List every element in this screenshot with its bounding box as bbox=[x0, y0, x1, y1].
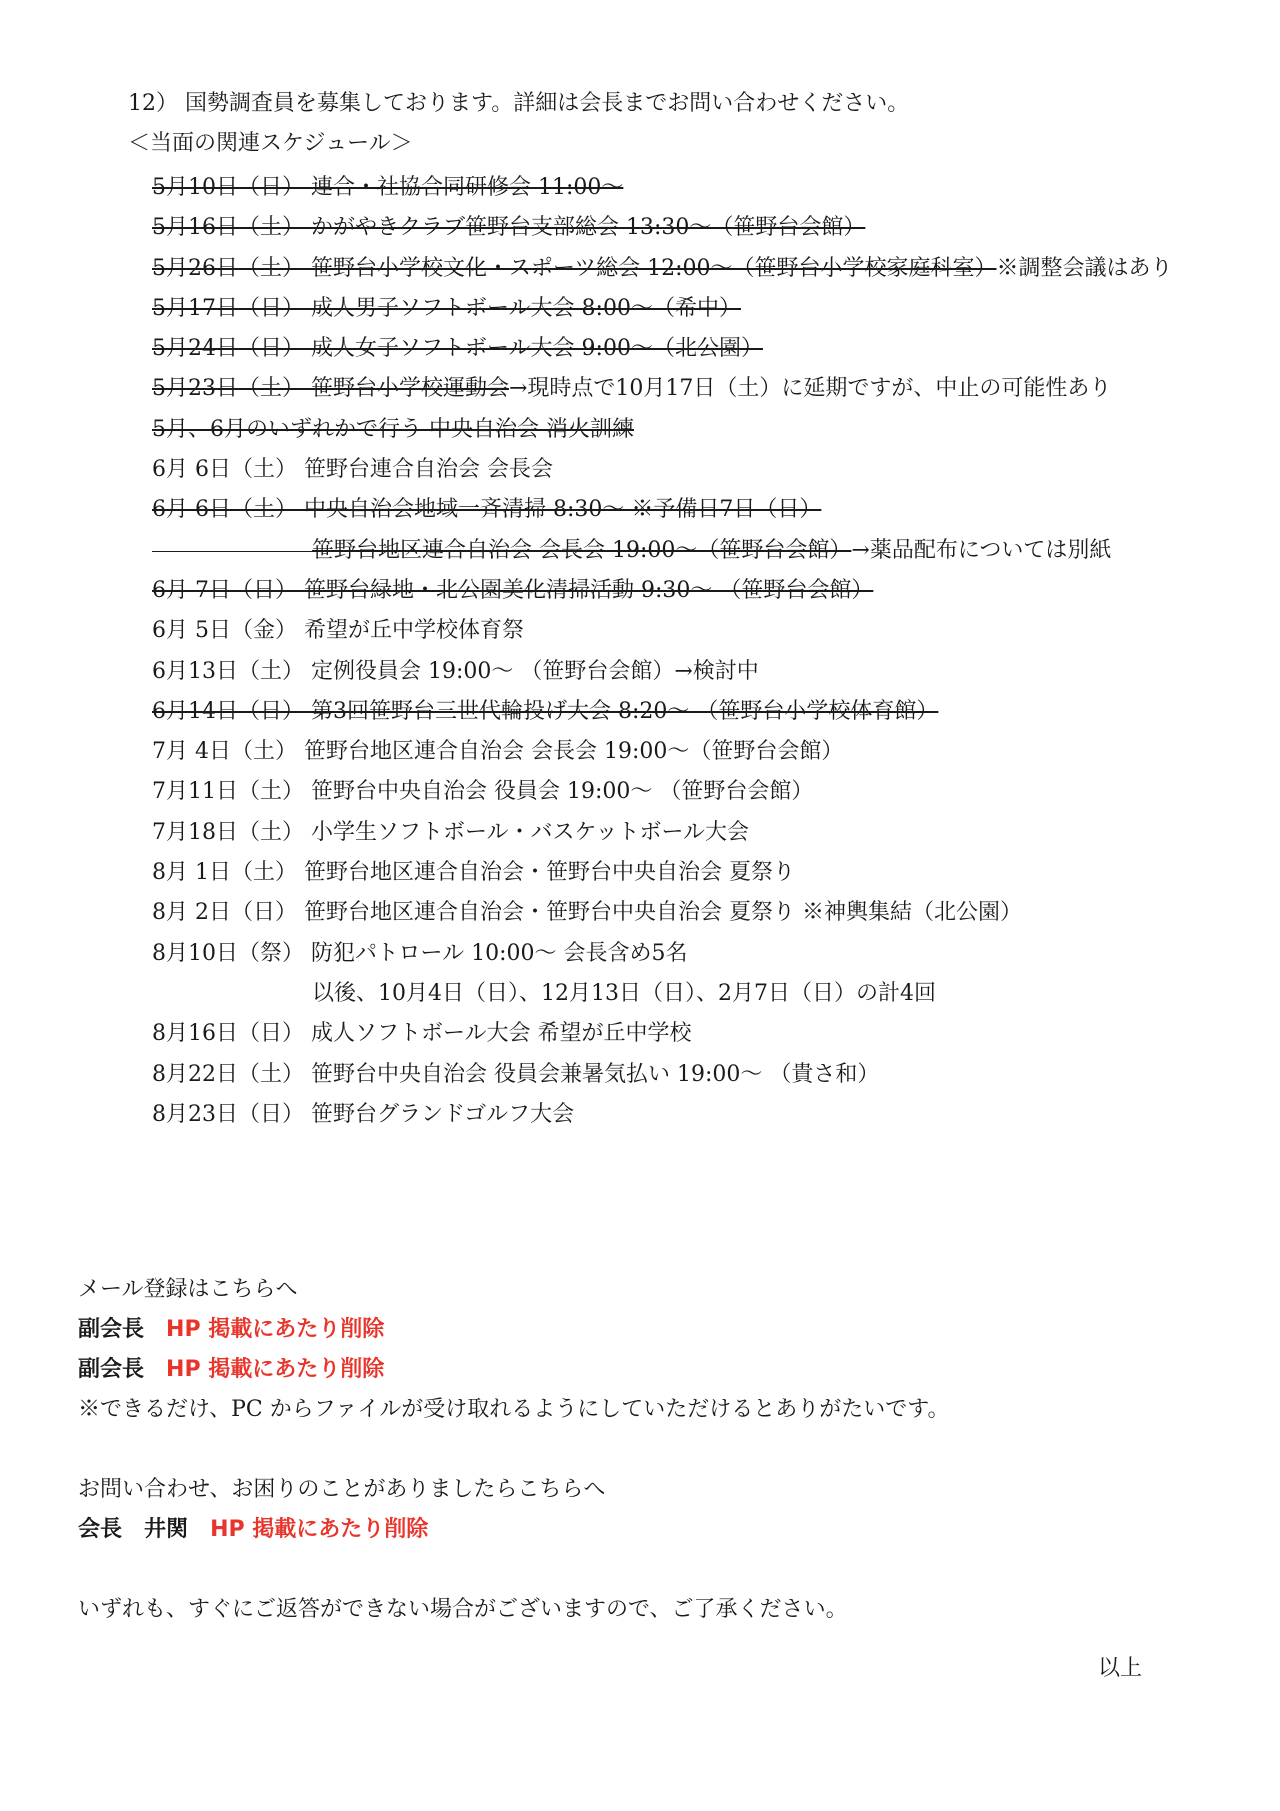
president-contact bbox=[78, 1510, 950, 1550]
schedule-row-text: 6月 7日（日） 笹野台緑地・北公園美化清掃活動 9:30～ （笹野台会館） bbox=[152, 577, 874, 603]
schedule-row-text: 7月 4日（土） 笹野台地区連合自治会 会長会 19:00～（笹野台会館） bbox=[152, 739, 844, 765]
schedule-row bbox=[152, 168, 1173, 208]
schedule-row bbox=[152, 934, 1173, 974]
schedule-row-note: →薬品配布については別紙 bbox=[851, 537, 1112, 563]
schedule-row bbox=[152, 1095, 1173, 1135]
schedule-row-text: 5月、6月のいずれかで行う 中央自治会 消火訓練 bbox=[152, 416, 634, 442]
schedule-row-text: 5月23日（土） 笹野台小学校運動会 bbox=[152, 376, 509, 402]
schedule-row bbox=[152, 652, 1173, 692]
vice-president-2-redacted: HP 掲載にあたり削除 bbox=[166, 1357, 385, 1382]
schedule-row bbox=[152, 329, 1173, 369]
schedule-list bbox=[152, 168, 1173, 1135]
schedule-row bbox=[152, 732, 1173, 772]
schedule-row bbox=[152, 531, 1173, 571]
schedule-row-text: 6月 5日（金） 希望が丘中学校体育祭 bbox=[152, 618, 524, 644]
pc-note: ※できるだけ、PC からファイルが受け取れるようにしていただけるとありがたいです。 bbox=[78, 1397, 950, 1422]
schedule-row bbox=[152, 249, 1173, 289]
schedule-row-text: 5月24日（日） 成人女子ソフトボール大会 9:00～（北公園） bbox=[152, 336, 763, 362]
reply-note: いずれも、すぐにご返答ができない場合がございますので、ご了承ください。 bbox=[78, 1597, 848, 1622]
vice-president-2 bbox=[78, 1350, 950, 1390]
schedule-row-text: 6月14日（日） 第3回笹野台三世代輪投げ大会 8:20～ （笹野台小学校体育館） bbox=[152, 698, 939, 724]
item-12: 12） 国勢調査員を募集しております。詳細は会長までお問い合わせください。 bbox=[128, 91, 910, 116]
schedule-row bbox=[152, 571, 1173, 611]
schedule-row-text: 以後、10月4日（日）、12月13日（日）、2月7日（日）の計4回 bbox=[312, 980, 936, 1006]
schedule-row bbox=[152, 1014, 1173, 1054]
schedule-row bbox=[152, 410, 1173, 450]
schedule-row-text: 5月17日（日） 成人男子ソフトボール大会 8:00～（希中） bbox=[152, 295, 741, 321]
schedule-row bbox=[152, 369, 1173, 409]
schedule-row bbox=[152, 772, 1173, 812]
schedule-row-text: 8月 1日（土） 笹野台地区連合自治会・笹野台中央自治会 夏祭り bbox=[152, 860, 795, 886]
schedule-row-text: 8月 2日（日） 笹野台地区連合自治会・笹野台中央自治会 夏祭り ※神輿集結（北公園） bbox=[152, 900, 1022, 926]
schedule-row-text: 8月23日（日） 笹野台グランドゴルフ大会 bbox=[152, 1101, 575, 1127]
mail-heading: メール登録はこちらへ bbox=[78, 1277, 298, 1302]
schedule-row-text: 5月26日（土） 笹野台小学校文化・スポーツ総会 12:00～（笹野台小学校家庭科室） bbox=[152, 255, 997, 281]
schedule-row-text: 6月13日（土） 定例役員会 19:00～ （笹野台会館）→検討中 bbox=[152, 658, 759, 684]
contact-section bbox=[78, 1270, 950, 1630]
schedule-row bbox=[152, 289, 1173, 329]
schedule-row bbox=[152, 893, 1173, 933]
schedule-row bbox=[152, 1055, 1173, 1095]
vice-president-1 bbox=[78, 1310, 950, 1350]
schedule-row bbox=[152, 853, 1173, 893]
schedule-row-text: 8月16日（日） 成人ソフトボール大会 希望が丘中学校 bbox=[152, 1021, 692, 1047]
schedule-row-text: 8月22日（土） 笹野台中央自治会 役員会兼暑気払い 19:00～ （貴さ和） bbox=[152, 1061, 880, 1087]
vice-president-2-label: 副会長 bbox=[78, 1357, 145, 1382]
closing-mark: 以上 bbox=[1098, 1656, 1143, 1681]
president-name: 井関 bbox=[144, 1517, 189, 1542]
schedule-row bbox=[152, 450, 1173, 490]
schedule-row-text: 6月 6日（土） 中央自治会地域一斉清掃 8:30～ ※予備日7日（日） bbox=[152, 497, 822, 523]
schedule-row bbox=[152, 974, 1173, 1014]
schedule-row-note: ※調整会議はあり bbox=[996, 255, 1173, 281]
schedule-row bbox=[152, 611, 1173, 651]
president-redacted: HP 掲載にあたり削除 bbox=[210, 1517, 429, 1542]
inquiry-heading: お問い合わせ、お困りのことがありましたらこちらへ bbox=[78, 1477, 606, 1502]
schedule-row-text: 笹野台地区連合自治会 会長会 19:00～（笹野台会館） bbox=[312, 537, 852, 563]
vice-president-1-label: 副会長 bbox=[78, 1317, 145, 1342]
schedule-row bbox=[152, 813, 1173, 853]
schedule-heading: ＜当面の関連スケジュール＞ bbox=[128, 131, 413, 156]
schedule-row-note: →現時点で10月17日（土）に延期ですが、中止の可能性あり bbox=[509, 376, 1112, 402]
schedule-row bbox=[152, 208, 1173, 248]
president-label: 会長 bbox=[78, 1517, 123, 1542]
schedule-row-text: 5月10日（日） 連合・社協合同研修会 11:00～ bbox=[152, 175, 624, 200]
schedule-row-text: 7月18日（土） 小学生ソフトボール・バスケットボール大会 bbox=[152, 819, 750, 845]
vice-president-1-redacted: HP 掲載にあたり削除 bbox=[166, 1317, 385, 1342]
schedule-row-text: 6月 6日（土） 笹野台連合自治会 会長会 bbox=[152, 457, 553, 483]
schedule-row-text: 8月10日（祭） 防犯パトロール 10:00～ 会長含め5名 bbox=[152, 940, 688, 966]
schedule-row-text: 5月16日（土） かがやきクラブ笹野台支部総会 13:30～（笹野台会館） bbox=[152, 215, 866, 241]
schedule-row-text: 7月11日（土） 笹野台中央自治会 役員会 19:00～ （笹野台会館） bbox=[152, 779, 814, 805]
schedule-row bbox=[152, 692, 1173, 732]
schedule-row bbox=[152, 490, 1173, 530]
